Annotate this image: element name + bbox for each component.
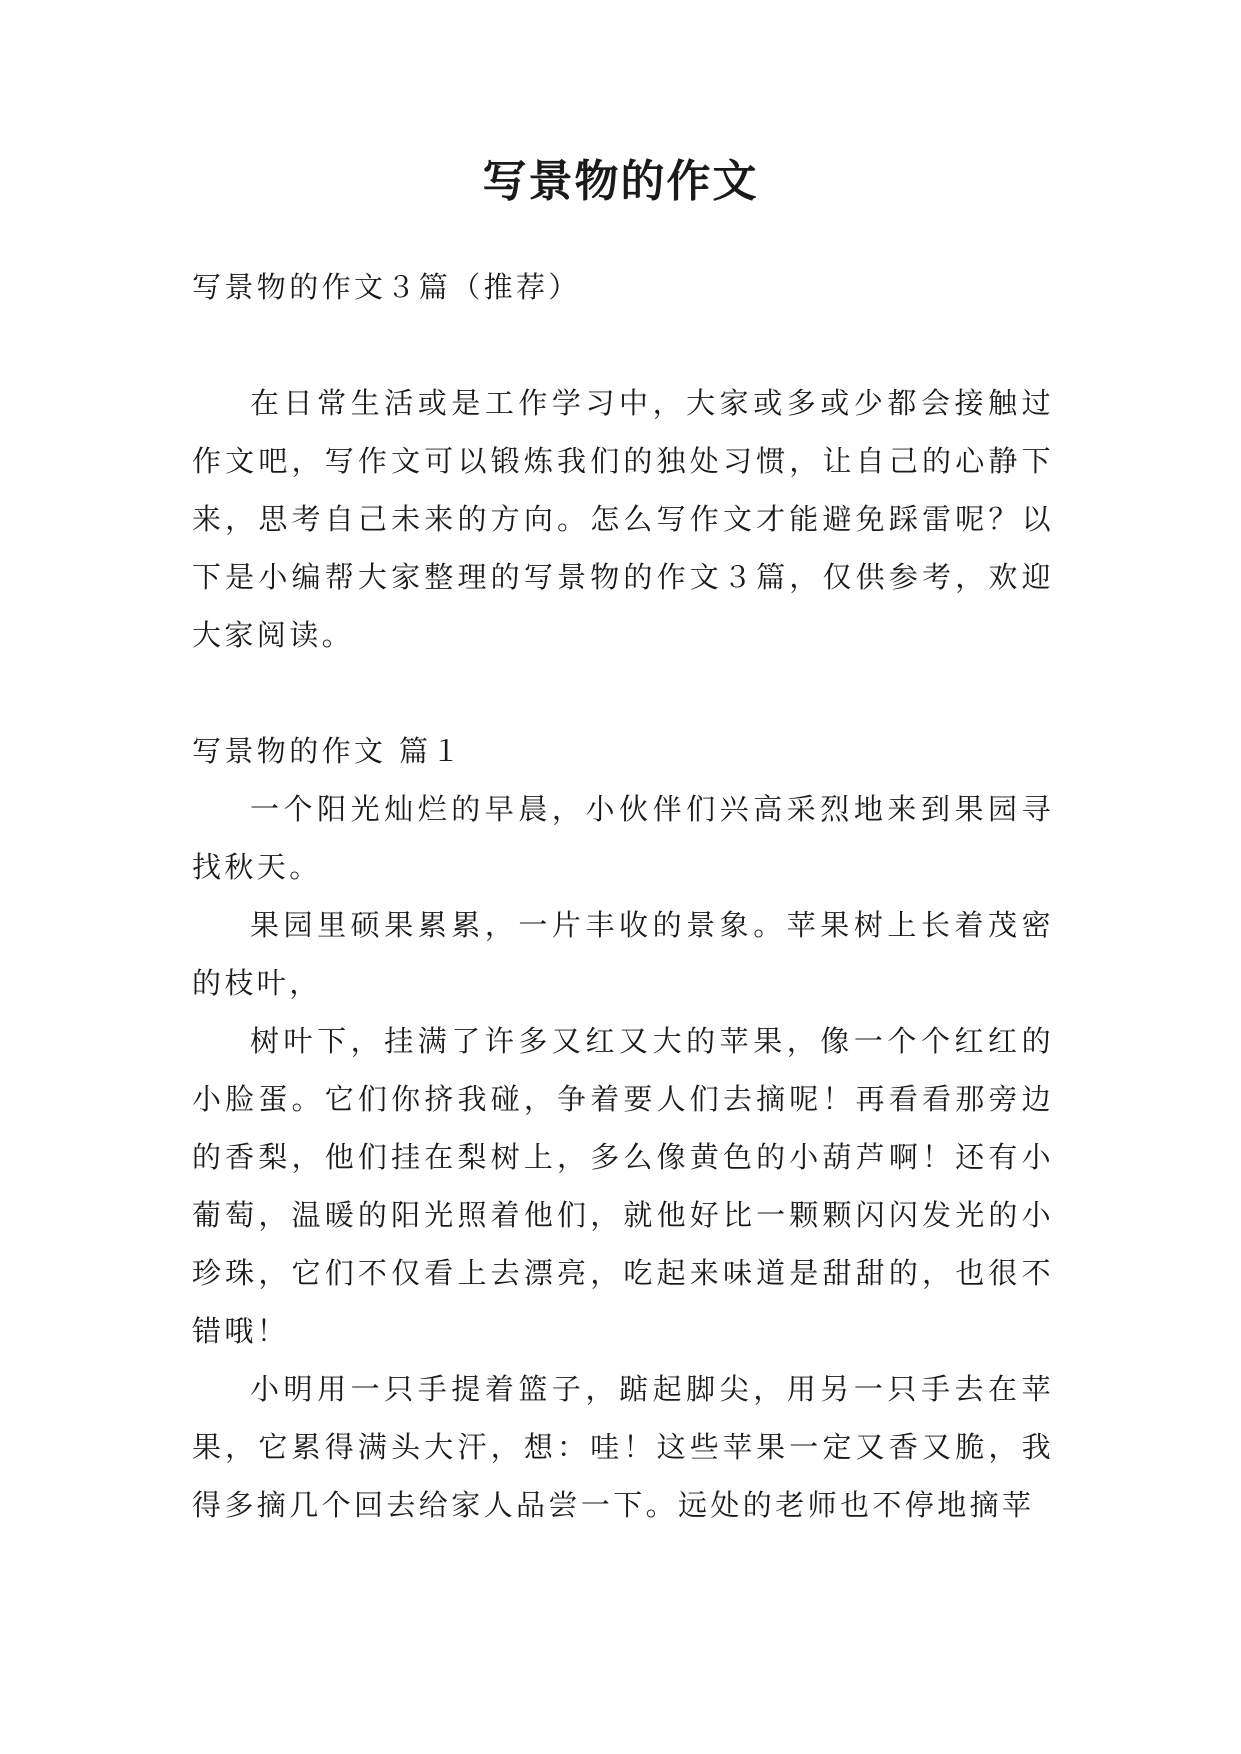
body-paragraph: 一个阳光灿烂的早晨，小伙伴们兴高采烈地来到果园寻找秋天。 — [192, 792, 1054, 884]
intro-paragraph: 在日常生活或是工作学习中，大家或多或少都会接触过作文吧，写作文可以锻炼我们的独处习惯，让自己的心静下来，思考自己未来的方向。怎么写作文才能避免踩雷呢？以下是小编帮大家整理的写景物的作文３篇，仅供参考，欢迎大家阅读。 — [192, 386, 1054, 652]
document-body — [192, 258, 1054, 1534]
body-paragraph: 果园里硕果累累，一片丰收的景象。苹果树上长着茂密的枝叶， — [192, 908, 1054, 1000]
body-paragraph: 小明用一只手提着篮子，踮起脚尖，用另一只手去在苹果，它累得满头大汗，想：哇！这些苹果一定又香又脆，我得多摘几个回去给家人品尝一下。远处的老师也不停地摘苹 — [192, 1372, 1054, 1522]
body-paragraph: 树叶下，挂满了许多又红又大的苹果，像一个个红红的小脸蛋。它们你挤我碰，争着要人们去摘呢！再看看那旁边的香梨，他们挂在梨树上，多么像黄色的小葫芦啊！还有小葡萄，温暖的阳光照着他们，就他好比一颗颗闪闪发光的小珍珠，它们不仅看上去漂亮，吃起来味道是甜甜的，也很不错哦！ — [192, 1024, 1054, 1348]
document-subtitle: 写景物的作文３篇（推荐） — [192, 270, 581, 304]
document-title: 写景物的作文 — [482, 156, 759, 207]
section-heading: 写景物的作文 篇１ — [192, 734, 464, 768]
